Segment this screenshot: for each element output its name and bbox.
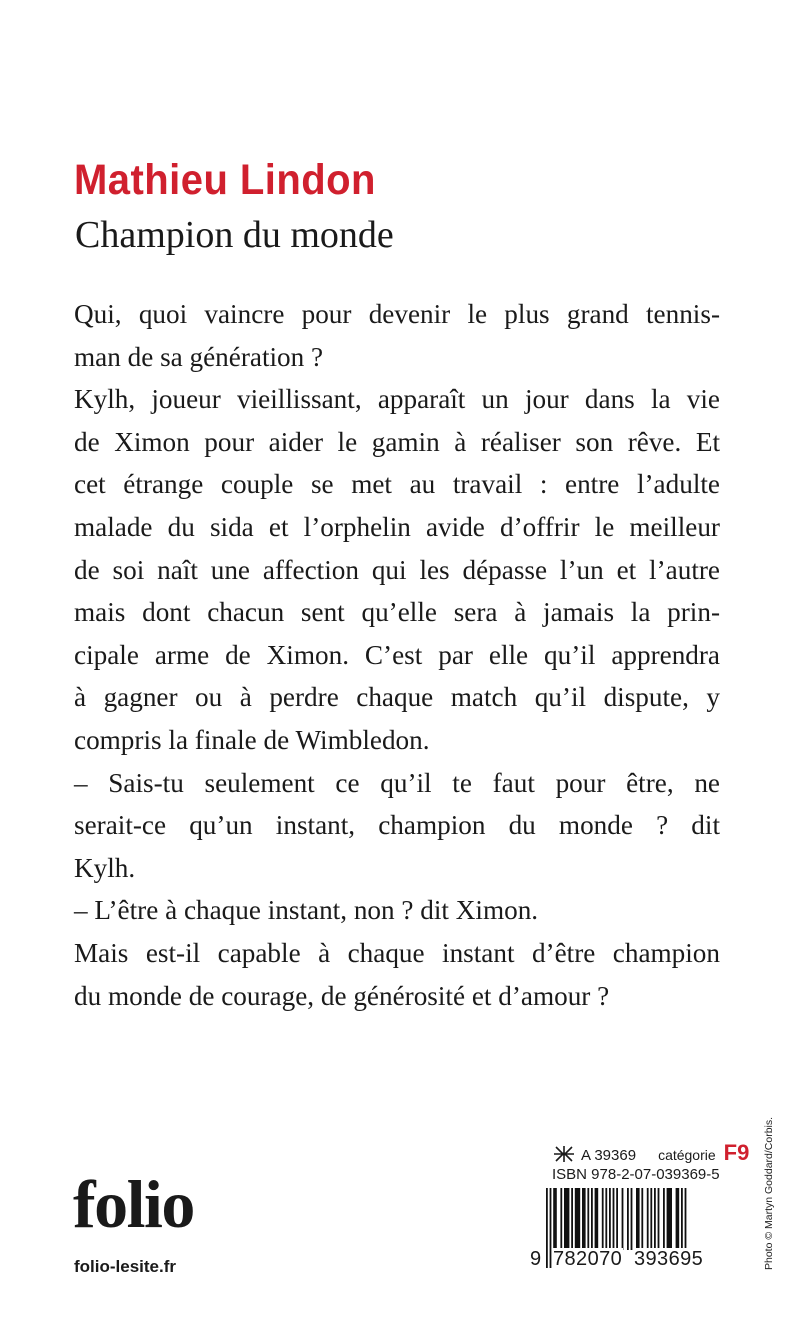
category-label: catégorie (658, 1147, 716, 1163)
barcode-bar (636, 1188, 640, 1250)
barcode-bar (546, 1188, 548, 1268)
barcode-bar (605, 1188, 607, 1250)
barcode-bar (582, 1188, 586, 1250)
barcode-bar (650, 1188, 652, 1250)
blurb-line: mais dont chacun sent qu’elle sera à jamais la prin- (74, 597, 720, 628)
barcode-bar (663, 1188, 665, 1250)
blurb-line: Kylh. (74, 852, 136, 883)
barcode-bar (595, 1188, 599, 1250)
blurb-line: – Sais-tu seulement ce qu’il te faut pour être, ne (74, 767, 720, 798)
barcode-bar (609, 1188, 611, 1250)
folio-logo: folio (73, 1166, 194, 1242)
barcode-bar (658, 1188, 660, 1250)
barcode-bar (667, 1188, 672, 1250)
barcode-bar (654, 1188, 656, 1250)
barcode-bar (560, 1188, 562, 1250)
photo-credit: Photo © Martyn Goddard/Corbis. (763, 1116, 775, 1270)
blurb-line: de Ximon pour aider le gamin à réaliser son rêve. Et (74, 426, 720, 457)
gallimard-star-icon (553, 1145, 575, 1163)
barcode-bar (602, 1188, 604, 1250)
barcode-first-digit: 9 (530, 1248, 542, 1270)
blurb-line: cet étrange couple se met au travail : entre l’adulte (74, 469, 720, 500)
barcode-bar (575, 1188, 580, 1250)
category-code: F9 (723, 1140, 750, 1165)
barcode-group-right: 393695 (634, 1248, 704, 1270)
barcode-bar (591, 1188, 593, 1250)
catalog-number: A 39369 (581, 1147, 637, 1164)
blurb-line: man de sa génération ? (74, 341, 324, 372)
blurb-line: cipale arme de Ximon. C’est par elle qu’il apprendra (74, 639, 720, 670)
barcode-group-left: 782070 (553, 1248, 623, 1270)
barcode-bar (641, 1188, 643, 1250)
blurb-line: de soi naît une affection qui les dépasse l’un et l’autre (74, 554, 720, 585)
blurb-line: Kylh, joueur vieillissant, apparaît un jour dans la vie (74, 384, 720, 415)
barcode-bar (587, 1188, 589, 1250)
barcode-bar (553, 1188, 557, 1250)
blurb-line: Qui, quoi vaincre pour devenir le plus grand tennis- (74, 299, 720, 329)
isbn: ISBN 978-2-07-039369-5 (552, 1166, 720, 1183)
barcode-bar (564, 1188, 569, 1250)
barcode-bar (571, 1188, 573, 1250)
barcode-bar (631, 1188, 633, 1250)
barcode-bar (676, 1188, 680, 1250)
barcode-bar (622, 1188, 624, 1250)
blurb-line: du monde de courage, de générosité et d’amour ? (74, 980, 610, 1011)
book-title: Champion du monde (75, 214, 394, 256)
blurb-line: à gagner ou à perdre chaque match qu’il dispute, y (74, 682, 720, 713)
blurb-line: – L’être à chaque instant, non ? dit Ximon. (74, 895, 539, 926)
barcode-bar (647, 1188, 649, 1250)
catalog-row (553, 1140, 749, 1166)
blurb-line: compris la finale de Wimbledon. (74, 724, 430, 755)
author-name: Mathieu Lindon (74, 156, 376, 204)
blurb-line: serait-ce qu’un instant, champion du monde ? dit (74, 810, 720, 841)
barcode-bar (627, 1188, 629, 1250)
back-cover-blurb (74, 293, 720, 1017)
blurb-line: malade du sida et l’orphelin avide d’offrir le meilleur (74, 511, 720, 542)
publisher-website: folio-lesite.fr (74, 1257, 177, 1276)
blurb-line: Mais est-il capable à chaque instant d’être champion (74, 937, 720, 968)
